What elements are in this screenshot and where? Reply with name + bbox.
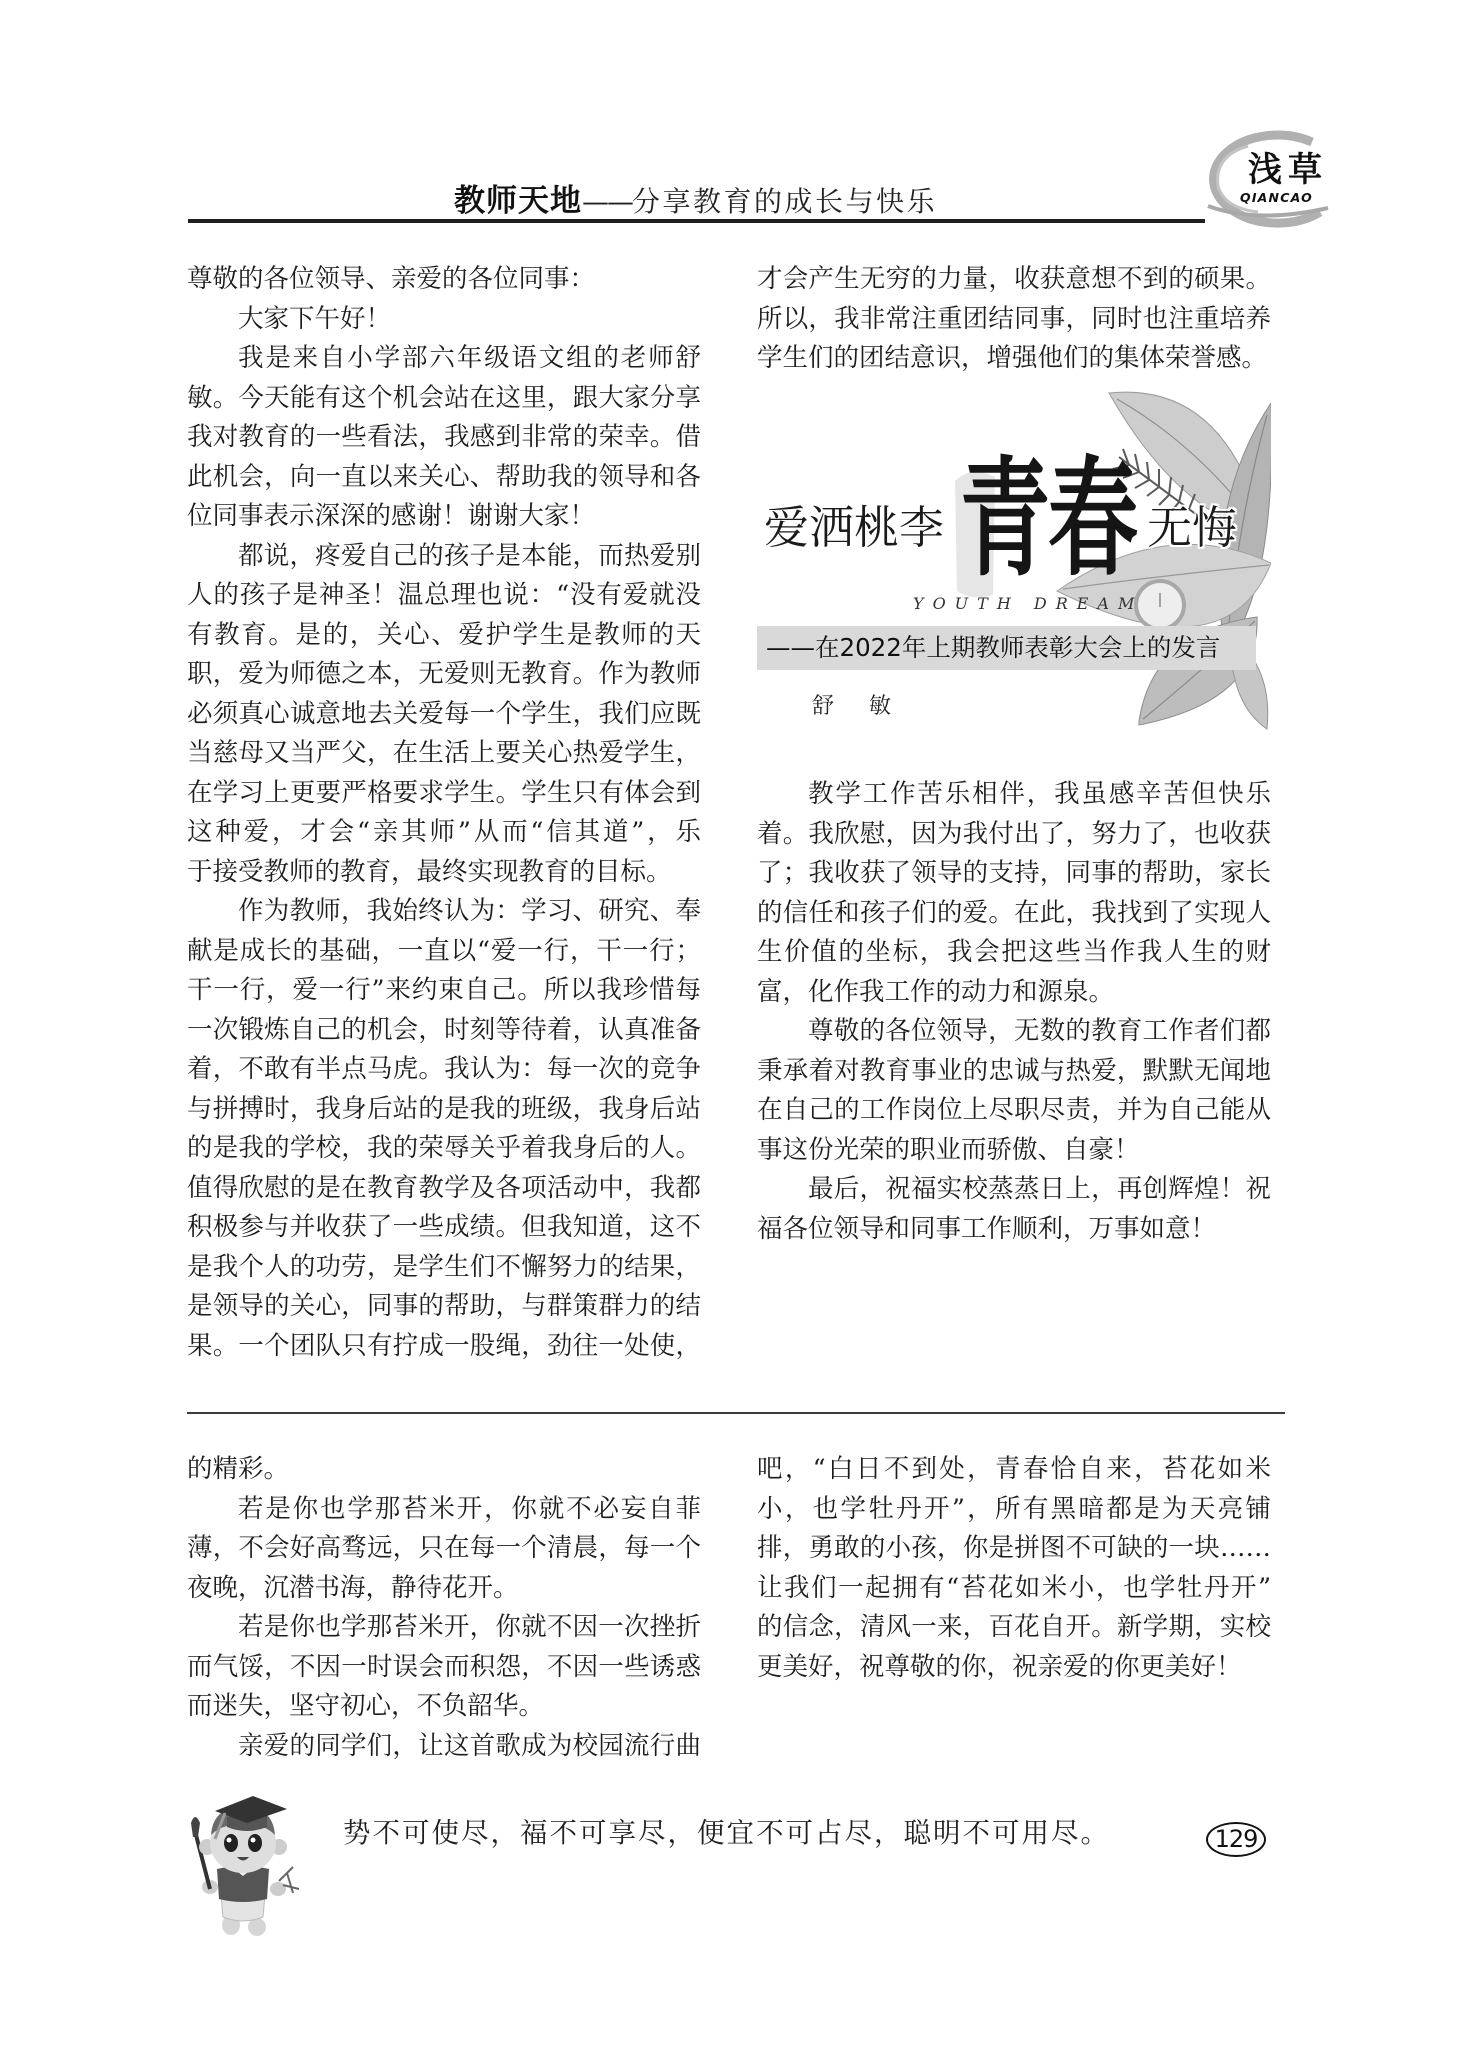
text-line: 更美好，祝尊敬的你，祝亲爱的你更美好！ bbox=[757, 1651, 1242, 1682]
logo-chinese: 浅草 bbox=[1248, 150, 1328, 190]
graduate-mascot-icon bbox=[183, 1777, 303, 1937]
banner-english-title: YOUTH DREAM bbox=[913, 594, 1144, 613]
text-line: 着，不敢有半点马虎。我认为：每一次的竞争 bbox=[187, 1054, 701, 1084]
section-subtitle: 分享教育的成长与快乐 bbox=[632, 185, 938, 218]
paragraph bbox=[757, 1170, 1271, 1249]
banner-title-highlight: 青春 bbox=[960, 445, 1136, 595]
text-line: 献是成长的基础，一直以“爱一行，干一行； bbox=[187, 935, 701, 966]
text-line: 果。一个团队只有拧成一股绳，劲往一处使， bbox=[187, 1330, 701, 1361]
text-line: 有教育。是的，关心、爱护学生是教师的天 bbox=[187, 619, 701, 650]
footer-motto: 势不可使尽，福不可享尽，便宜不可占尽，聪明不可用尽。 bbox=[343, 1817, 1110, 1849]
banner-subtitle-band bbox=[757, 626, 1256, 670]
paragraph bbox=[757, 1012, 1271, 1170]
text-line: 薄，不会好高骛远，只在每一个清晨，每一个 bbox=[187, 1533, 701, 1563]
paragraph bbox=[187, 537, 701, 893]
text-line: 与拼搏时，我身后站的是我的班级，我身后站 bbox=[187, 1093, 701, 1124]
text-line: 敏。今天能有这个机会站在这里，跟大家分享 bbox=[187, 382, 701, 413]
paragraph bbox=[187, 1727, 701, 1767]
text-line: 的是我的学校，我的荣辱关乎着我身后的人。 bbox=[187, 1133, 701, 1163]
paragraph bbox=[187, 1450, 701, 1490]
text-line: 的精彩。 bbox=[187, 1454, 290, 1484]
continuation-right-column bbox=[757, 1450, 1271, 1687]
text-line: 若是你也学那苔米开，你就不必妄自菲 bbox=[238, 1493, 701, 1524]
paragraph bbox=[187, 300, 701, 340]
text-line: 福各位领导和同事工作顺利，万事如意！ bbox=[757, 1213, 1217, 1244]
text-line: 着。我欣慰，因为我付出了，努力了，也收获 bbox=[757, 818, 1271, 849]
paragraph bbox=[187, 260, 701, 300]
continuation-left-column bbox=[187, 1450, 701, 1766]
section-divider bbox=[187, 1412, 1285, 1414]
text-line: 此机会，向一直以来关心、帮助我的领导和各 bbox=[187, 461, 701, 492]
text-line: 这种爱，才会“亲其师”从而“信其道”，乐 bbox=[187, 817, 701, 847]
text-line: 我是来自小学部六年级语文组的老师舒 bbox=[238, 343, 701, 373]
text-line: 吧，“白日不到处，青春恰自来，苔花如米 bbox=[757, 1454, 1271, 1484]
text-line: 秉承着对教育事业的忠诚与热爱，默默无闻地 bbox=[757, 1055, 1271, 1086]
text-line: 一次锻炼自己的机会，时刻等待着，认真准备 bbox=[187, 1014, 701, 1045]
header-rule bbox=[188, 219, 1205, 223]
text-line: 尊敬的各位领导、亲爱的各位同事： bbox=[187, 264, 596, 294]
text-line: 都说，疼爱自己的孩子是本能，而热爱别 bbox=[238, 540, 701, 571]
text-line: 值得欣慰的是在教育教学及各项活动中，我都 bbox=[187, 1172, 701, 1203]
page-number: 129 bbox=[1206, 1822, 1266, 1857]
section-title: 教师天地 bbox=[454, 183, 582, 219]
text-line: 的信任和孩子们的爱。在此，我找到了实现人 bbox=[757, 897, 1271, 928]
text-line: 所以，我非常注重团结同事，同时也注重培养 bbox=[757, 303, 1271, 334]
paragraph bbox=[187, 1490, 701, 1609]
paragraph bbox=[757, 1450, 1271, 1687]
title-banner bbox=[757, 385, 1271, 730]
text-line: 而迷失，坚守初心，不负韶华。 bbox=[187, 1691, 545, 1721]
text-line: 小，也学牡丹开”，所有黑暗都是为天亮铺 bbox=[757, 1493, 1271, 1524]
text-line: 夜晚，沉潜书海，静待花开。 bbox=[187, 1572, 519, 1603]
text-line: 最后，祝福实校蒸蒸日上，再创辉煌！祝 bbox=[808, 1174, 1271, 1204]
text-line: 大家下午好！ bbox=[238, 303, 392, 334]
banner-title-part1: 爱洒桃李 bbox=[764, 501, 945, 554]
header-dash: —— bbox=[582, 187, 632, 218]
text-line: 尊敬的各位领导，无数的教育工作者们都 bbox=[808, 1016, 1271, 1046]
text-line: 生价值的坐标，我会把这些当作我人生的财 bbox=[757, 937, 1271, 967]
text-line: 人的孩子是神圣！温总理也说：“没有爱就没 bbox=[187, 580, 701, 610]
logo-latin: QIANCAO bbox=[1240, 190, 1313, 205]
text-line: 干一行，爱一行”来约束自己。所以我珍惜每 bbox=[187, 975, 701, 1005]
text-line: 富，化作我工作的动力和源泉。 bbox=[757, 976, 1115, 1007]
text-line: 事这份光荣的职业而骄傲、自豪！ bbox=[757, 1134, 1140, 1165]
banner-title-part2: 无悔 bbox=[1147, 501, 1238, 554]
text-line: 学生们的团结意识，增强他们的集体荣誉感。 bbox=[757, 343, 1268, 373]
text-line: 位同事表示深深的感谢！谢谢大家！ bbox=[187, 501, 596, 531]
text-line: 了；我收获了领导的支持，同事的帮助，家长 bbox=[757, 858, 1271, 888]
paragraph bbox=[757, 775, 1271, 1012]
article-right-column-bottom bbox=[757, 775, 1271, 1249]
text-line: 而气馁，不因一时误会而积怨，不因一些诱惑 bbox=[187, 1651, 701, 1682]
magazine-logo bbox=[1188, 128, 1338, 228]
text-line: 积极参与并收获了一些成绩。但我知道，这不 bbox=[187, 1212, 701, 1242]
text-line: 必须真心诚意地去关爱每一个学生，我们应既 bbox=[187, 698, 701, 729]
running-header bbox=[454, 182, 937, 220]
text-line: 若是你也学那苔米开，你就不因一次挫折 bbox=[238, 1612, 701, 1642]
text-line: 在学习上更要严格要求学生。学生只有体会到 bbox=[187, 777, 701, 808]
paragraph bbox=[187, 892, 701, 1366]
text-line: 才会产生无穷的力量，收获意想不到的硕果。 bbox=[757, 264, 1271, 294]
text-line: 的信念，清风一来，百花自开。新学期，实校 bbox=[757, 1612, 1271, 1642]
paragraph bbox=[187, 1608, 701, 1727]
text-line: 作为教师，我始终认为：学习、研究、奉 bbox=[238, 896, 701, 926]
paragraph bbox=[757, 260, 1271, 379]
text-line: 教学工作苦乐相伴，我虽感辛苦但快乐 bbox=[808, 779, 1271, 809]
text-line: 亲爱的同学们，让这首歌成为校园流行曲 bbox=[238, 1730, 701, 1761]
text-line: 于接受教师的教育，最终实现教育的目标。 bbox=[187, 856, 672, 887]
text-line: 职，爱为师德之本，无爱则无教育。作为教师 bbox=[187, 659, 701, 689]
text-line: 是领导的关心，同事的帮助，与群策群力的结 bbox=[187, 1291, 701, 1321]
article-author: 舒 敏 bbox=[812, 694, 905, 719]
banner-subtitle: ——在2022年上期教师表彰大会上的发言 bbox=[766, 633, 1221, 662]
text-line: 排，勇敢的小孩，你是拼图不可缺的一块…… bbox=[757, 1533, 1271, 1563]
text-line: 让我们一起拥有“苔花如米小，也学牡丹开” bbox=[757, 1572, 1271, 1603]
text-line: 在自己的工作岗位上尽职尽责，并为自己能从 bbox=[757, 1095, 1271, 1125]
article-right-column-top bbox=[757, 260, 1271, 379]
text-line: 当慈母又当严父，在生活上要关心热爱学生， bbox=[187, 738, 701, 768]
text-line: 我对教育的一些看法，我感到非常的荣幸。借 bbox=[187, 422, 701, 452]
article-left-column bbox=[187, 260, 701, 1366]
paragraph bbox=[187, 339, 701, 537]
text-line: 是我个人的功劳，是学生们不懈努力的结果， bbox=[187, 1251, 701, 1282]
